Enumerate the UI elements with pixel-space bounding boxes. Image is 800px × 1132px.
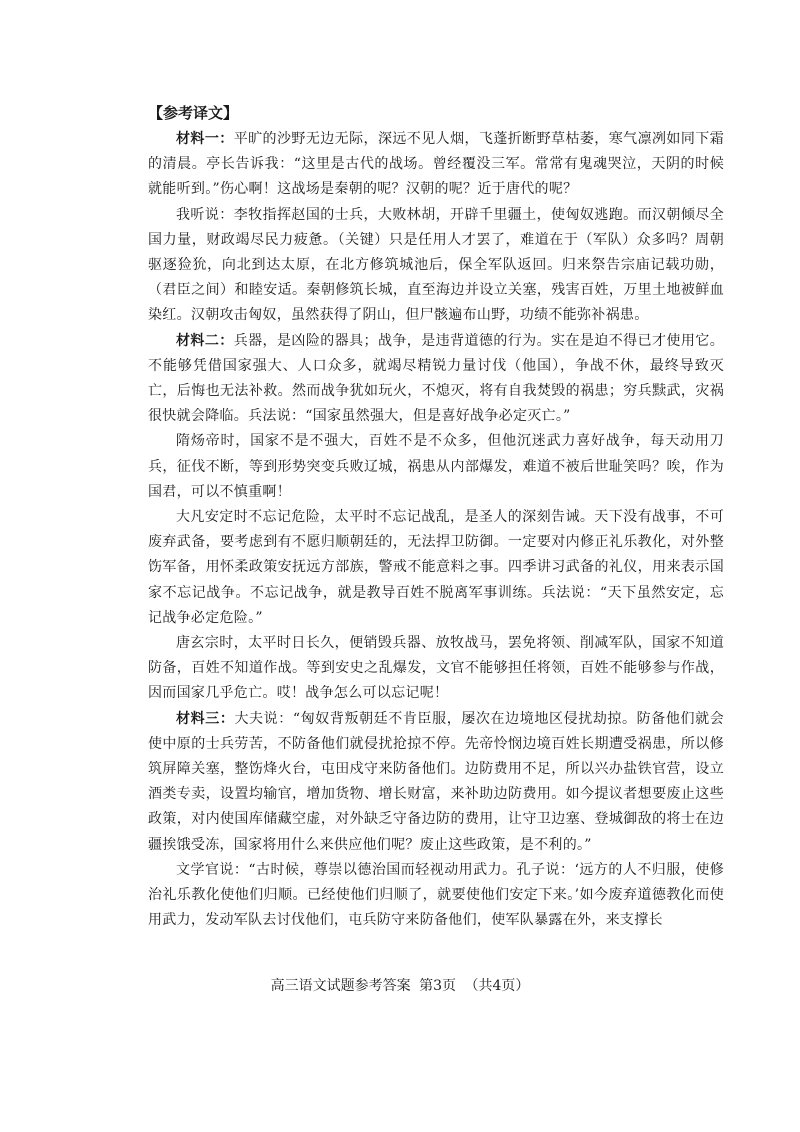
- paragraph-text: 我听说：李牧指挥赵国的士兵，大败林胡，开辟千里疆土，使匈奴逃跑。而汉朝倾尽全国力量，财政竭尽民力疲惫。（关键）只是任用人才罢了，难道在于（军队）众多吗？周朝驱逐猃狁，向北到达太原，在北方修筑城池后，保全军队返回。归来祭告宗庙记载功勋，（君臣之间）和睦安适。秦朝修筑长城，直至海边并设立关塞，残害百姓，万里土地被鲜血染红。汉朝攻击匈奴，虽然获得了阴山，但尸骸遍布山野，功绩不能弥补祸患。: [148, 206, 724, 324]
- paragraph-text: 兵器，是凶险的器具；战争，是违背道德的行为。实在是迫不得已才使用它。不能够凭借国家强大、人口众多，就竭尽精锐力量讨伐（他国），争战不休，最终导致灭亡，后悔也无法补救。然而战争犹如玩火，不熄灭，将有自我焚毁的祸患；穷兵黩武，灾祸很快就会降临。兵法说：“国家虽然强大，但是喜好战争必定灭亡。”: [148, 332, 724, 425]
- material-label: 材料三：: [176, 710, 235, 727]
- paragraph-text: 文学官说：“古时候，尊崇以德治国而轻视动用武力。孔子说：‘远方的人不归服，使修治礼乐教化使他们归顺。已经使他们归顺了，就要使他们安定下来。’如今废弃道德教化而使用武力，发动军队去讨伐他们，屯兵防守来防备他们，使军队暴露在外，来支撑长: [148, 861, 724, 929]
- paragraph-6: [148, 631, 724, 707]
- paragraph-text: 大夫说：“匈奴背叛朝廷不肯臣服，屡次在边境地区侵扰劫掠。防备他们就会使中原的士兵劳苦，不防备他们就侵扰抢掠不停。先帝怜悯边境百姓长期遭受祸患，所以修筑屏障关塞，整饬烽火台，屯田戍守来防备他们。边防费用不足，所以兴办盐铁官营，设立酒类专卖，设置均输官，增加货物、增长财富，来补助边防费用。如今提议者想要废止这些政策，对内使国库储藏空虚，对外缺乏守备边防的费用，让守卫边塞、登城御敌的将士在边疆挨饿受冻，国家将用什么来供应他们呢？废止这些政策，是不利的。”: [148, 710, 724, 853]
- paragraph-text: 大凡安定时不忘记危险，太平时不忘记战乱，是圣人的深刻告诫。天下没有战事，不可废弃武备，要考虑到有不愿归顺朝廷的，无法捍卫防御。一定要对内修正礼乐教化，对外整饬军备，用怀柔政策安抚远方部族，警戒不能意料之事。四季讲习武备的礼仪，用来表示国家不忘记战争。不忘记战争，就是教导百姓不脱离军事训练。兵法说：“天下虽然安定，忘记战争必定危险。”: [148, 509, 724, 626]
- paragraph-4: [148, 429, 724, 505]
- paragraph-text: 平旷的沙野无边无际，深远不见人烟，飞蓬折断野草枯萎，寒气凛冽如同下霜的清晨。亭长告诉我：“这里是古代的战场。曾经覆没三军。常常有鬼魂哭泣，天阴的时候就能听到。”伤心啊！这战场是秦朝的呢？汉朝的呢？近于唐代的呢？: [148, 131, 724, 198]
- translation-body: [148, 100, 724, 934]
- paragraph-7: [148, 707, 724, 858]
- paragraph-3: [148, 329, 724, 430]
- paragraph-1: [148, 127, 724, 203]
- paragraph-text: 隋炀帝时，国家不是不强大，百姓不是不众多，但他沉迷武力喜好战争，每天动用刀兵，征伐不断，等到形势突变兵败辽城，祸患从内部爆发，难道不被后世耻笑吗？唉，作为国君，可以不慎重啊！: [148, 433, 724, 500]
- material-label: 材料一：: [176, 131, 234, 147]
- paragraph-2: [148, 203, 724, 329]
- paragraph-5: [148, 505, 724, 631]
- page-footer: [0, 975, 800, 995]
- footer-total-pages: （共4页）: [464, 978, 530, 994]
- paragraph-text: 唐玄宗时，太平时日长久，便销毁兵器、放牧战马，罢免将领、削减军队，国家不知道防备，百姓不知道作战。等到安史之乱爆发，文官不能够担任将领，百姓不能够参与作战，因而国家几乎危亡。哎！战争怎么可以忘记呢！: [148, 635, 724, 702]
- section-heading: 【参考译文】: [148, 104, 239, 122]
- footer-page-number: 第3页: [419, 978, 456, 994]
- paragraph-8: [148, 858, 724, 934]
- material-label: 材料二：: [176, 332, 234, 349]
- footer-subject: 高三语文试题参考答案: [270, 978, 411, 994]
